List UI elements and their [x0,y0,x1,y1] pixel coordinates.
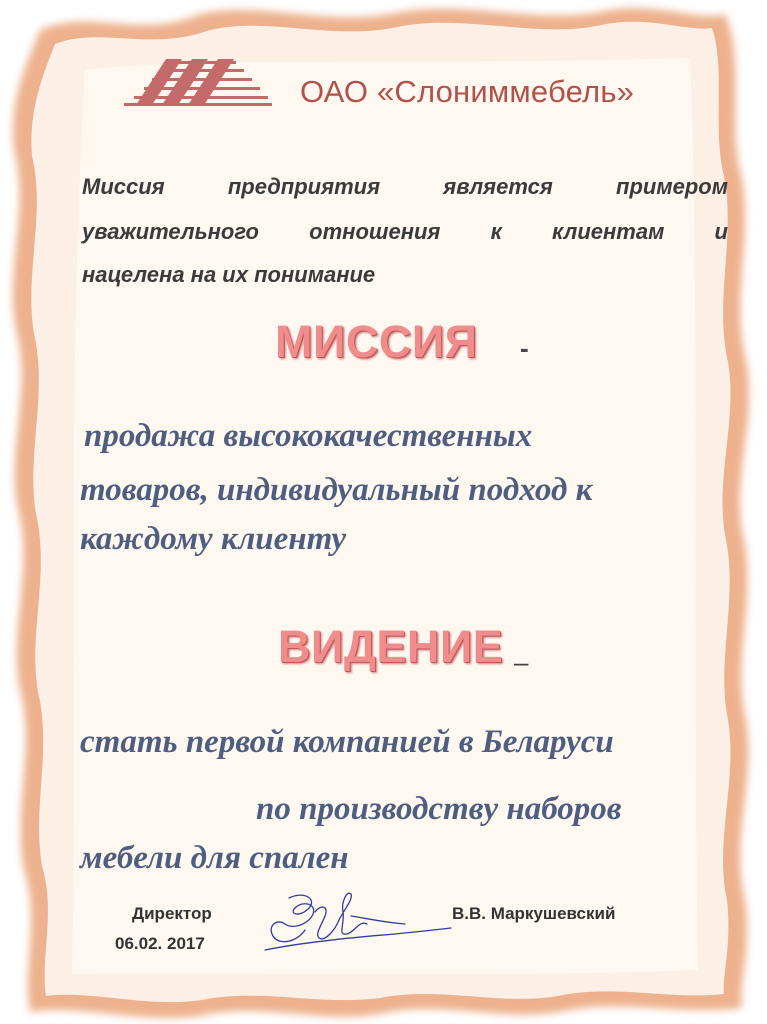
intro-line-1: Миссия предприятия является примером [82,174,728,199]
mission-line-2: товаров, индивидуальный подход к [80,472,593,508]
mission-dash: - [520,333,529,363]
slonim-logo-icon [122,57,272,107]
intro-line-3: нацелена на их понимание [82,262,376,287]
vision-line-3: мебели для спален [80,840,349,876]
vision-line-1: стать первой компанией в Беларуси [80,724,614,760]
vision-dash: – [514,647,529,677]
director-name: В.В. Маркушевский [452,904,616,923]
signature-date: 06.02. 2017 [115,934,205,953]
mission-line-3: каждому клиенту [80,521,347,557]
intro-line-2: уважительного отношения к клиентам и [82,219,728,244]
mission-heading: МИССИЯ [275,316,478,367]
vision-line-2: по производству наборов [256,791,622,827]
mission-line-1: продажа высококачественных [84,418,533,454]
director-title: Директор [132,904,212,923]
company-name: ОАО «Слониммебель» [300,74,635,109]
vision-heading: ВИДЕНИЕ [278,621,504,672]
handwritten-signature [255,890,455,960]
